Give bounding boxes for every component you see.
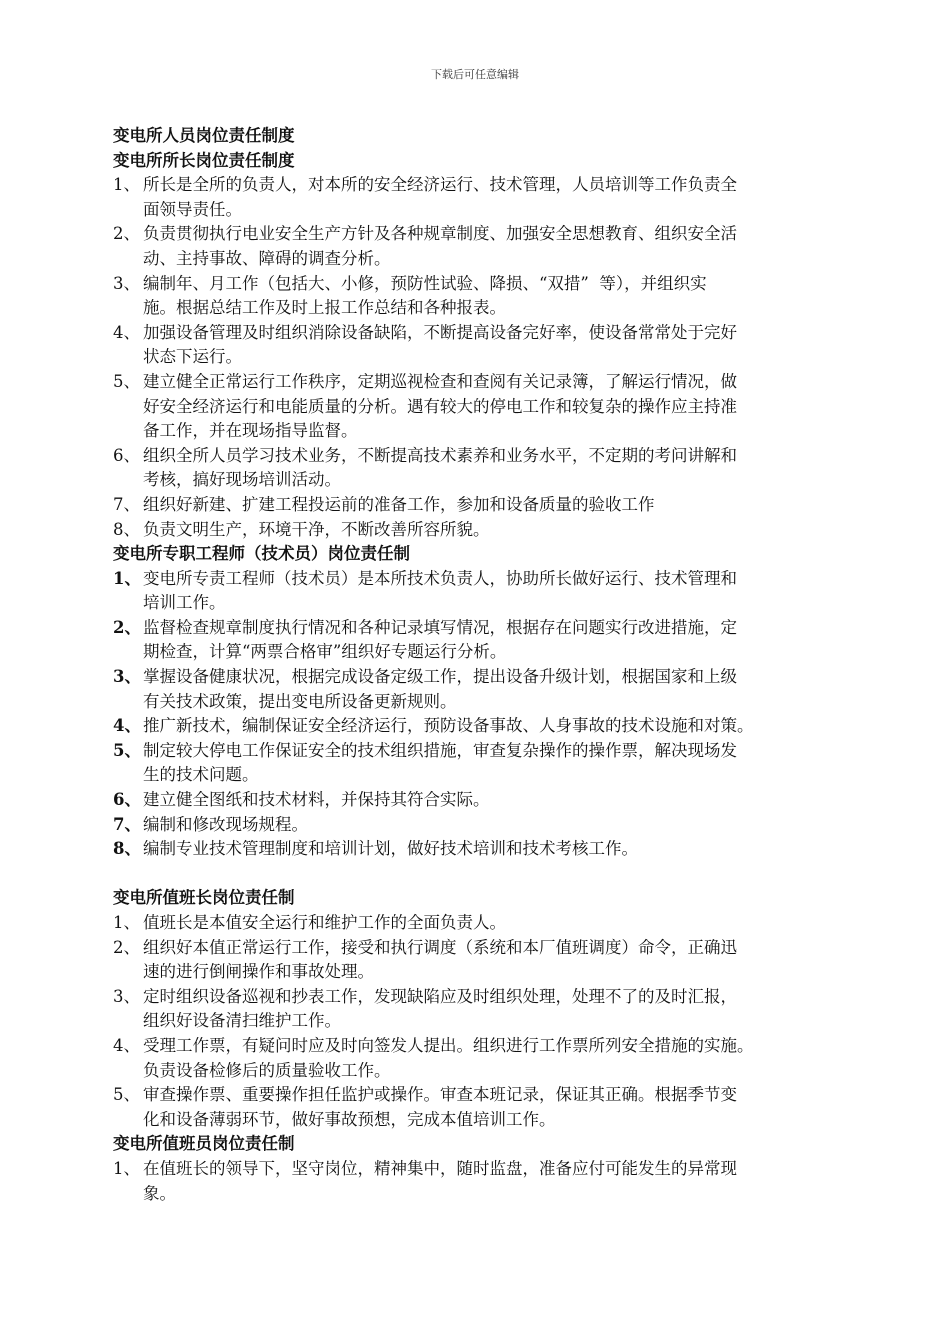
item-text: 监督检查规章制度执行情况和各种记录填写情况，根据存在问题实行改进措施，定 期检查，计算“两票合格审”组织好专题运行分析。 — [143, 617, 737, 662]
list-item — [113, 173, 843, 222]
item-text: 推广新技术，编制保证安全经济运行，预防设备事故、人身事故的技术设施和对策。 — [143, 716, 754, 736]
list-item — [113, 739, 843, 788]
item-number: 1、 — [113, 913, 140, 932]
item-number: 7、 — [113, 814, 141, 834]
document-title: 变电所人员岗位责任制度 — [113, 126, 295, 145]
item-number: 8、 — [113, 839, 141, 859]
item-number: 1、 — [113, 1158, 140, 1178]
list-item — [113, 936, 843, 985]
item-number: 4、 — [113, 1035, 140, 1055]
item-text: 在值班长的领导下，坚守岗位，精神集中，随时监盘，准备应付可能发生的异常现 象。 — [143, 1158, 737, 1203]
item-text: 编制和修改现场规程。 — [143, 814, 308, 834]
item-number: 3、 — [113, 667, 141, 687]
list-item — [113, 222, 843, 271]
list-item — [113, 493, 843, 518]
item-number: 4、 — [113, 716, 141, 736]
list-item — [113, 272, 843, 321]
list-item — [113, 1157, 843, 1206]
item-text: 建立健全图纸和技术材料，并保持其符合实际。 — [143, 790, 490, 810]
list-item — [113, 321, 843, 370]
item-text: 审查操作票、重要操作担任监护或操作。审查本班记录，保证其正确。根据季节变 化和设备薄弱环节，做好事故预想，完成本值培训工作。 — [143, 1085, 737, 1129]
item-number: 1、 — [113, 175, 140, 195]
list-item — [113, 985, 843, 1034]
item-number: 6、 — [113, 445, 140, 465]
section — [113, 1132, 843, 1206]
item-text: 定时组织设备巡视和抄表工作，发现缺陷应及时组织处理，处理不了的及时汇报， 组织好设备清扫维护工作。 — [143, 986, 737, 1031]
list-item — [113, 370, 843, 444]
item-text: 负责贯彻执行电业安全生产方针及各种规章制度、加强安全思想教育、组织安全活 动、主持事故、障碍的调查分析。 — [143, 224, 737, 268]
sections-container — [113, 149, 843, 1207]
list-item — [113, 518, 843, 543]
list-item — [113, 837, 843, 862]
item-text: 值班长是本值安全运行和维护工作的全面负责人。 — [143, 913, 506, 932]
item-number: 5、 — [113, 371, 140, 391]
document-body — [113, 124, 843, 1206]
list-item — [113, 911, 843, 936]
list-item — [113, 714, 843, 739]
list-item — [113, 1034, 843, 1083]
item-text: 制定较大停电工作保证安全的技术组织措施，审查复杂操作的操作票，解决现场发 生的技术问题。 — [143, 740, 737, 785]
list-item — [113, 665, 843, 714]
item-text: 变电所专责工程师（技术员）是本所技术负责人，协助所长做好运行、技术管理和 培训工作。 — [143, 568, 737, 613]
item-number: 7、 — [113, 494, 140, 514]
section — [113, 542, 843, 862]
item-text: 编制专业技术管理制度和培训计划，做好技术培训和技术考核工作。 — [143, 839, 638, 859]
item-text: 受理工作票，有疑问时应及时向签发人提出。组织进行工作票所列安全措施的实施。 负责设备检修后的质量验收工作。 — [143, 1035, 754, 1080]
item-text: 负责文明生产，环境干净，不断改善所容所貌。 — [143, 519, 490, 539]
item-number: 6、 — [113, 790, 141, 810]
item-text: 掌握设备健康状况，根据完成设备定级工作，提出设备升级计划，根据国家和上级 有关技术政策，提出变电所设备更新规则。 — [143, 667, 737, 711]
list-item — [113, 567, 843, 616]
item-text: 建立健全正常运行工作秩序，定期巡视检查和查阅有关记录簿，了解运行情况，做 好安全经济运行和电能质量的分析。遇有较大的停电工作和较复杂的操作应主持准 备工作，并在现场指导监督。 — [143, 371, 737, 441]
item-text: 所长是全所的负责人，对本所的安全经济运行、技术管理，人员培训等工作负责全 面领导责任。 — [143, 175, 737, 219]
item-text: 加强设备管理及时组织消除设备缺陷，不断提高设备完好率，使设备常常处于完好 状态下运行。 — [143, 322, 737, 367]
item-number: 5、 — [113, 740, 141, 760]
section-heading: 变电所所长岗位责任制度 — [113, 150, 295, 170]
section — [113, 886, 843, 1132]
blank-line — [113, 862, 843, 887]
item-number: 2、 — [113, 224, 140, 244]
section-heading: 变电所值班员岗位责任制 — [113, 1134, 295, 1154]
list-item — [113, 813, 843, 838]
section — [113, 149, 843, 543]
list-item — [113, 444, 843, 493]
list-item — [113, 1083, 843, 1132]
item-number: 5、 — [113, 1085, 140, 1105]
item-number: 1、 — [113, 568, 141, 588]
list-item — [113, 788, 843, 813]
item-text: 组织全所人员学习技术业务，不断提高技术素养和业务水平，不定期的考问讲解和 考核，搞好现场培训活动。 — [143, 445, 737, 490]
item-number: 8、 — [113, 519, 140, 539]
list-item — [113, 616, 843, 665]
item-number: 2、 — [113, 617, 141, 637]
item-text: 组织好新建、扩建工程投运前的准备工作，参加和设备质量的验收工作 — [143, 494, 655, 514]
item-number: 4、 — [113, 322, 140, 342]
section-heading: 变电所值班长岗位责任制 — [113, 888, 295, 908]
item-text: 编制年、月工作（包括大、小修，预防性试验、降损、“双措” 等），并组织实 施。根据总结工作及时上报工作总结和各种报表。 — [143, 273, 707, 318]
item-number: 3、 — [113, 986, 140, 1006]
section-heading: 变电所专职工程师（技术员）岗位责任制 — [113, 544, 410, 564]
item-number: 2、 — [113, 937, 140, 957]
page-header: 下载后可任意编辑 — [431, 68, 519, 81]
item-text: 组织好本值正常运行工作，接受和执行调度（系统和本厂值班调度）命令，正确迅 速的进行倒闸操作和事故处理。 — [143, 937, 737, 982]
item-number: 3、 — [113, 273, 140, 293]
